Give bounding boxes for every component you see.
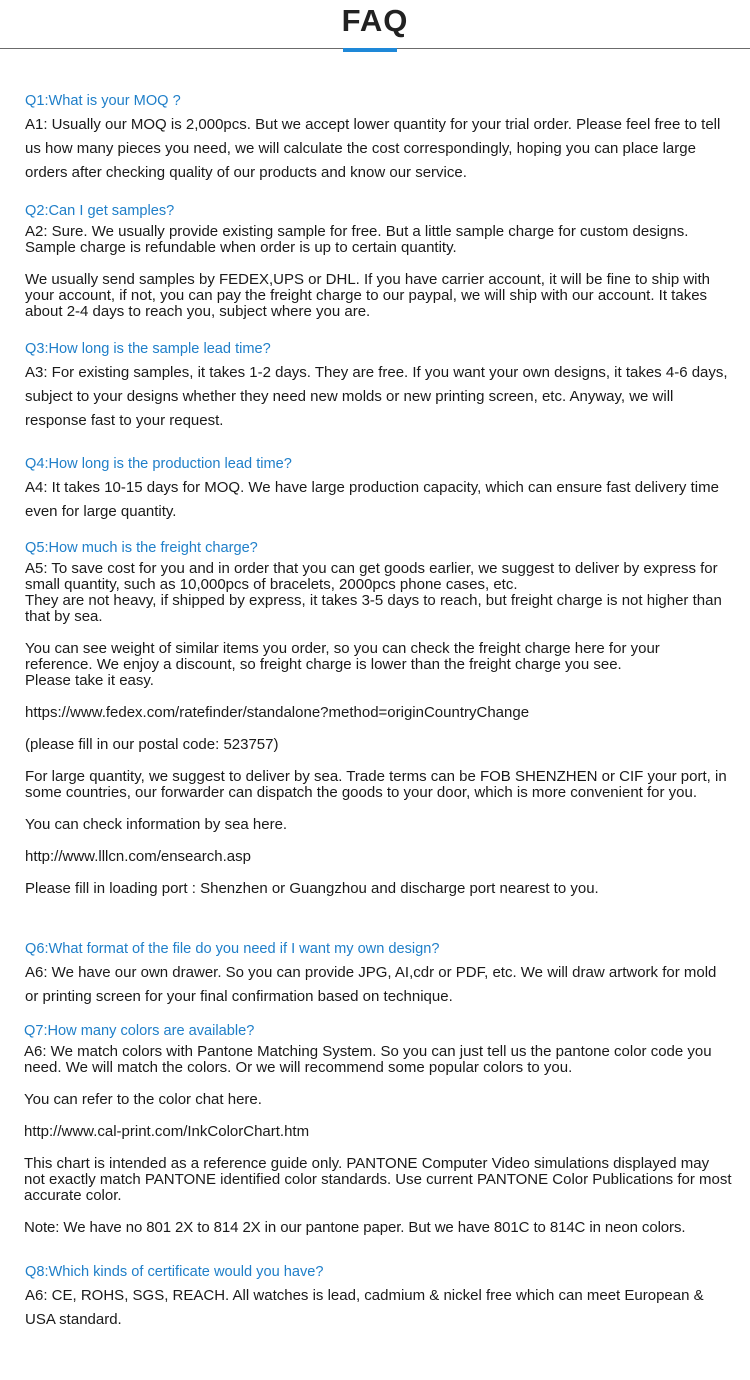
faq-answer: Note: We have no 801 2X to 814 2X in our pantone paper. But we have 801C to 814C in neon colors. xyxy=(24,1219,686,1236)
faq-answer: A6: CE, ROHS, SGS, REACH. All watches is lead, cadmium & nickel free which can meet European & USA standard. xyxy=(25,1287,704,1328)
faq-answer: We usually send samples by FEDEX,UPS or DHL. If you have carrier account, it will be fine to ship with your account, if not, you can pay the freight charge to our paypal, we will ship with our account. It takes about 2-4 days to reach you, subject where you are. xyxy=(25,271,711,320)
faq-answer: A1: Usually our MOQ is 2,000pcs. But we accept lower quantity for your trial order. Please feel free to tell us how many pieces you need, we will calculate the cost correspondingly, hoping you can place large orders after checking quality of our products and know our service. xyxy=(25,116,721,181)
faq-answer: This chart is intended as a reference guide only. PANTONE Computer Video simulations displayed may not exactly match PANTONE identified color standards. Use current PANTONE Color Publications for most accurate color. xyxy=(24,1155,732,1204)
faq-item-q7 xyxy=(24,1022,742,1236)
page-title: FAQ xyxy=(341,3,409,38)
faq-answer: A6: We match colors with Pantone Matching System. So you can just tell us the pantone color code you need. We will match the colors. Or we will recommend some popular colors to you. xyxy=(24,1043,712,1076)
faq-answer: Please take it easy. xyxy=(25,672,154,689)
faq-question: Q6:What format of the file do you need if I want my own design? xyxy=(25,941,440,957)
faq-answer: A2: Sure. We usually provide existing sample for free. But a little sample charge for custom designs. Sample charge is refundable when order is up to certain quantity. xyxy=(25,223,689,256)
faq-answer: A4: It takes 10-15 days for MOQ. We have large production capacity, which can ensure fast delivery time even for large quantity. xyxy=(25,479,719,520)
faq-item-q6 xyxy=(25,940,730,1009)
faq-question: Q5:How much is the freight charge? xyxy=(25,540,258,556)
faq-answer-link: http://www.cal-print.com/InkColorChart.htm xyxy=(24,1123,310,1140)
faq-answer: For large quantity, we suggest to deliver by sea. Trade terms can be FOB SHENZHEN or CIF your port, in some countries, our forwarder can dispatch the goods to your door, which is more convenient for you. xyxy=(25,768,727,801)
faq-item-q1 xyxy=(25,92,730,185)
faq-item-q3 xyxy=(25,340,730,433)
faq-answer: Please fill in loading port : Shenzhen or Guangzhou and discharge port nearest to you. xyxy=(25,880,599,897)
faq-question: Q2:Can I get samples? xyxy=(25,203,175,219)
faq-question: Q7:How many colors are available? xyxy=(24,1023,255,1039)
faq-answer: (please fill in our postal code: 523757) xyxy=(25,736,279,753)
faq-item-q5 xyxy=(25,539,730,897)
faq-answer: You can see weight of similar items you order, so you can check the freight charge here for your reference. We enjoy a discount, so freight charge is lower than the freight charge you see. xyxy=(25,640,660,673)
faq-item-q2 xyxy=(25,202,737,320)
faq-answer: They are not heavy, if shipped by express, it takes 3-5 days to reach, but freight charge is not higher than that by sea. xyxy=(25,592,722,625)
faq-item-q4 xyxy=(25,455,737,524)
faq-question: Q8:Which kinds of certificate would you have? xyxy=(25,1264,324,1280)
faq-question: Q1:What is your MOQ ? xyxy=(25,93,181,109)
faq-answer: You can refer to the color chat here. xyxy=(24,1091,262,1108)
faq-answer-link: https://www.fedex.com/ratefinder/standalone?method=originCountryChange xyxy=(25,704,530,721)
faq-answer: A3: For existing samples, it takes 1-2 days. They are free. If you want your own designs, it takes 4-6 days, subject to your designs whether they need new molds or new printing screen, etc. Anyway, we will response fast to your request. xyxy=(25,364,728,429)
faq-answer: A5: To save cost for you and in order that you can get goods earlier, we suggest to deliver by express for small quantity, such as 10,000pcs of bracelets, 2000pcs phone cases, etc. xyxy=(25,560,718,593)
faq-answer-link: http://www.lllcn.com/ensearch.asp xyxy=(25,848,251,865)
faq-item-q8 xyxy=(25,1263,715,1332)
title-accent-bar xyxy=(343,48,397,52)
faq-answer: You can check information by sea here. xyxy=(25,816,288,833)
faq-question: Q4:How long is the production lead time? xyxy=(25,456,292,472)
page-header xyxy=(0,0,750,60)
faq-question: Q3:How long is the sample lead time? xyxy=(25,341,271,357)
faq-answer: A6: We have our own drawer. So you can provide JPG, AI,cdr or PDF, etc. We will draw artwork for mold or printing screen for your final confirmation based on technique. xyxy=(25,964,717,1005)
